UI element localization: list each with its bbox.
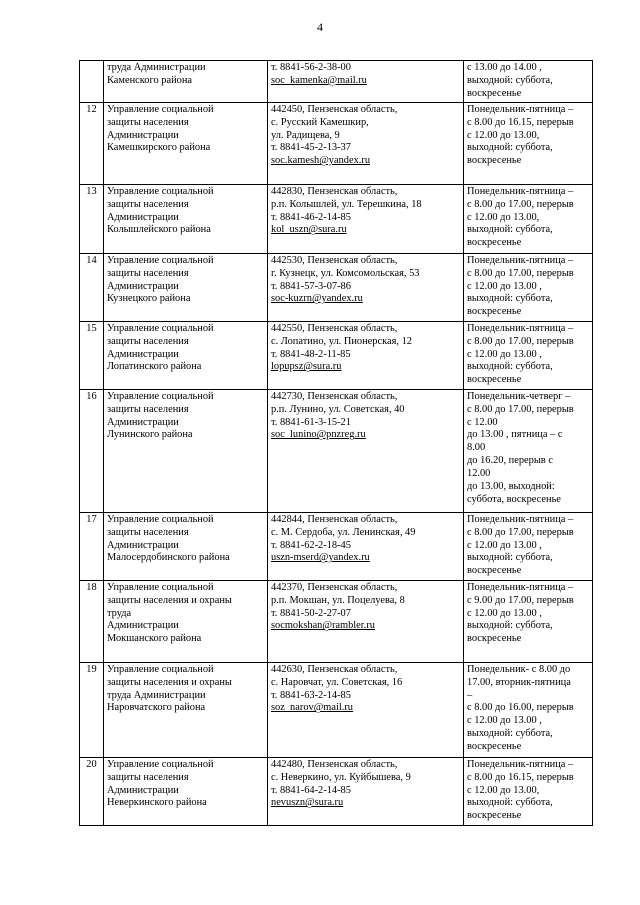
- office-address-line: т. 8841-57-3-07-86: [271, 280, 351, 292]
- office-name-line: Администрации: [107, 211, 179, 223]
- office-name-line: Управление социальной: [107, 103, 214, 115]
- table-row: [80, 102, 593, 184]
- office-hours-line: с 13.00 до 14.00 ,: [467, 62, 542, 73]
- office-name-line: Колышлейского района: [107, 224, 211, 236]
- office-hours-line: выходной: суббота,: [467, 142, 553, 154]
- row-number: 16: [80, 389, 104, 512]
- office-hours-line: с 8.00 до 17.00, перерыв: [467, 403, 574, 415]
- office-name-line: Малосердобинского района: [107, 552, 230, 564]
- office-email-link[interactable]: kol_uszn@sura.ru: [271, 224, 347, 236]
- office-name-line: труда Администрации: [107, 62, 206, 73]
- office-name-line: Наровчатского района: [107, 702, 206, 714]
- office-address-line: р.п. Мокшан, ул. Поцелуева, 8: [271, 594, 405, 606]
- table-body: [80, 61, 593, 826]
- office-name-cell: [104, 61, 268, 103]
- office-hours-line: с 8.00 до 17.00, перерыв: [467, 198, 574, 210]
- office-address-cell: [268, 757, 464, 825]
- office-address-line: т. 8841-46-2-14-85: [271, 211, 351, 223]
- row-number: 13: [80, 184, 104, 253]
- office-hours-line: с 12.00 до 13.00 ,: [467, 539, 542, 551]
- office-name-line: Мокшанского района: [107, 633, 202, 645]
- office-hours-line: с 12.00 до 13.00 ,: [467, 280, 542, 292]
- office-name-line: Камешкирского района: [107, 142, 211, 154]
- office-hours-line: воскресенье: [467, 633, 522, 645]
- office-hours-line: выходной: суббота,: [467, 728, 553, 740]
- office-address-line: 442530, Пензенская область,: [271, 254, 398, 266]
- office-name-line: Администрации: [107, 280, 179, 292]
- office-hours-line: –: [467, 689, 473, 701]
- office-hours-line: до 13.00 , пятница – с: [467, 429, 563, 441]
- office-hours-line: выходной: суббота,: [467, 224, 553, 236]
- office-email-link[interactable]: soc_kamenka@mail.ru: [271, 74, 367, 86]
- office-name-line: Администрации: [107, 129, 179, 141]
- office-name-line: Управление социальной: [107, 254, 214, 266]
- office-address-line: 442830, Пензенская область,: [271, 185, 398, 197]
- table-row: [80, 184, 593, 253]
- office-hours-cell: [464, 321, 593, 389]
- office-hours-line: Понедельник-пятница –: [467, 581, 574, 593]
- office-hours-line: воскресенье: [467, 374, 522, 386]
- office-hours-cell: [464, 253, 593, 321]
- office-hours-cell: [464, 102, 593, 184]
- office-hours-line: воскресенье: [467, 810, 522, 822]
- office-address-line: т. 8841-48-2-11-85: [271, 348, 351, 360]
- office-address-line: т. 8841-45-2-13-37: [271, 142, 351, 154]
- office-name-line: защиты населения: [107, 771, 189, 783]
- office-name-cell: [104, 662, 268, 757]
- office-address-line: т. 8841-56-2-38-00: [271, 62, 351, 73]
- office-hours-line: выходной: суббота,: [467, 361, 553, 373]
- office-name-cell: [104, 512, 268, 580]
- office-hours-line: воскресенье: [467, 565, 522, 577]
- office-hours-line: до 16.20, перерыв с: [467, 455, 553, 467]
- office-address-line: с. М. Сердоба, ул. Ленинская, 49: [271, 526, 416, 538]
- office-address-line: р.п. Лунино, ул. Советская, 40: [271, 403, 405, 415]
- office-address-line: с. Наровчат, ул. Советская, 16: [271, 676, 403, 688]
- office-address-line: 442630, Пензенская область,: [271, 663, 398, 675]
- office-address-line: ул. Радищева, 9: [271, 129, 340, 141]
- office-address-cell: [268, 61, 464, 103]
- social-protection-offices-table: [79, 60, 593, 826]
- row-number: 15: [80, 321, 104, 389]
- office-name-line: Кузнецкого района: [107, 293, 191, 305]
- office-email-link[interactable]: soc_lunino@pnzreg.ru: [271, 429, 366, 441]
- office-hours-line: воскресенье: [467, 306, 522, 318]
- office-name-line: Неверкинского района: [107, 797, 207, 809]
- office-address-line: р.п. Колышлей, ул. Терешкина, 18: [271, 198, 422, 210]
- table-row: [80, 321, 593, 389]
- office-address-line: г. Кузнецк, ул. Комсомольская, 53: [271, 267, 420, 279]
- office-hours-line: с 12.00 до 13.00,: [467, 129, 540, 141]
- office-address-line: т. 8841-62-2-18-45: [271, 539, 351, 551]
- table-row: [80, 389, 593, 512]
- office-address-line: с. Неверкино, ул. Куйбышева, 9: [271, 771, 411, 783]
- office-hours-cell: [464, 389, 593, 512]
- row-number: 14: [80, 253, 104, 321]
- table-row: [80, 580, 593, 662]
- office-hours-line: 8.00: [467, 442, 486, 454]
- office-hours-line: с 8.00 до 16.15, перерыв: [467, 771, 574, 783]
- office-address-cell: [268, 512, 464, 580]
- office-hours-line: Понедельник-пятница –: [467, 758, 574, 770]
- office-address-line: с. Русский Камешкир,: [271, 116, 369, 128]
- office-hours-line: с 8.00 до 17.00, перерыв: [467, 335, 574, 347]
- office-hours-line: с 8.00 до 16.00, перерыв: [467, 702, 574, 714]
- office-name-line: защиты населения: [107, 335, 189, 347]
- table-row: [80, 757, 593, 825]
- office-address-line: 442730, Пензенская область,: [271, 390, 398, 402]
- office-hours-line: с 8.00 до 17.00, перерыв: [467, 526, 574, 538]
- row-number: 19: [80, 662, 104, 757]
- office-name-line: труда Администрации: [107, 689, 206, 701]
- office-hours-line: Понедельник- с 8.00 до: [467, 663, 571, 675]
- table-row: [80, 61, 593, 103]
- office-hours-line: Понедельник-четверг –: [467, 390, 571, 402]
- office-hours-line: воскресенье: [467, 741, 522, 753]
- office-name-line: Управление социальной: [107, 185, 214, 197]
- office-hours-cell: [464, 512, 593, 580]
- office-address-line: т. 8841-61-3-15-21: [271, 416, 351, 428]
- office-name-cell: [104, 102, 268, 184]
- office-hours-cell: [464, 61, 593, 103]
- office-name-line: Администрации: [107, 348, 179, 360]
- office-email-link[interactable]: socmokshan@rambler.ru: [271, 620, 375, 632]
- office-hours-cell: [464, 757, 593, 825]
- office-hours-line: с 8.00 до 16.15, перерыв: [467, 116, 574, 128]
- office-address-line: т. 8841-63-2-14-85: [271, 689, 351, 701]
- office-name-cell: [104, 321, 268, 389]
- office-hours-line: с 8.00 до 17.00, перерыв: [467, 267, 574, 279]
- office-name-line: Лунинского района: [107, 429, 193, 441]
- office-email-link[interactable]: soz_narov@mail.ru: [271, 702, 353, 714]
- office-hours-line: суббота, воскресенье: [467, 493, 561, 505]
- office-name-line: Управление социальной: [107, 322, 214, 334]
- office-address-cell: [268, 253, 464, 321]
- office-name-line: Администрации: [107, 620, 179, 632]
- office-hours-line: Понедельник-пятница –: [467, 513, 574, 525]
- office-email-link[interactable]: soc.kamesh@yandex.ru: [271, 155, 371, 167]
- office-hours-line: 17.00, вторник-пятница: [467, 676, 571, 688]
- office-hours-line: 12.00: [467, 468, 491, 480]
- office-address-line: 442370, Пензенская область,: [271, 581, 398, 593]
- office-hours-cell: [464, 580, 593, 662]
- office-hours-line: с 12.00 до 13.00 ,: [467, 715, 542, 727]
- office-address-line: т. 8841-50-2-27-07: [271, 607, 351, 619]
- office-address-line: 442844, Пензенская область,: [271, 513, 398, 525]
- office-email-link[interactable]: soc-kuzrn@yandex.ru: [271, 293, 363, 305]
- row-number: 20: [80, 757, 104, 825]
- office-hours-line: Понедельник-пятница –: [467, 322, 574, 334]
- office-name-line: защиты населения: [107, 116, 189, 128]
- office-address-cell: [268, 321, 464, 389]
- office-name-line: труда: [107, 607, 132, 619]
- office-address-cell: [268, 184, 464, 253]
- table-row: [80, 253, 593, 321]
- table-row: [80, 662, 593, 757]
- table-row: [80, 512, 593, 580]
- office-address-cell: [268, 102, 464, 184]
- office-address-cell: [268, 662, 464, 757]
- office-name-line: Управление социальной: [107, 513, 214, 525]
- row-number: [80, 61, 104, 103]
- office-name-line: Управление социальной: [107, 663, 214, 675]
- office-address-cell: [268, 580, 464, 662]
- office-hours-line: выходной: суббота,: [467, 74, 553, 86]
- office-hours-line: с 12.00: [467, 416, 498, 428]
- office-name-line: Администрации: [107, 784, 179, 796]
- office-name-cell: [104, 580, 268, 662]
- office-address-cell: [268, 389, 464, 512]
- office-name-line: Управление социальной: [107, 758, 214, 770]
- office-name-cell: [104, 757, 268, 825]
- office-hours-line: воскресенье: [467, 155, 522, 167]
- office-address-line: 442450, Пензенская область,: [271, 103, 398, 115]
- office-hours-line: выходной: суббота,: [467, 797, 553, 809]
- page-number: 4: [317, 20, 323, 34]
- office-address-line: 442550, Пензенская область,: [271, 322, 398, 334]
- office-hours-line: выходной: суббота,: [467, 293, 553, 305]
- office-hours-cell: [464, 662, 593, 757]
- office-email-link[interactable]: uszn-mserd@yandex.ru: [271, 552, 370, 564]
- office-hours-line: с 12.00 до 13.00,: [467, 784, 540, 796]
- office-hours-cell: [464, 184, 593, 253]
- office-hours-line: с 12.00 до 13.00 ,: [467, 607, 542, 619]
- office-hours-line: выходной: суббота,: [467, 620, 553, 632]
- office-hours-line: воскресенье: [467, 87, 522, 99]
- office-name-cell: [104, 253, 268, 321]
- office-address-line: с. Лопатино, ул. Пионерская, 12: [271, 335, 412, 347]
- office-name-line: защиты населения и охраны: [107, 594, 232, 606]
- office-hours-line: до 13.00, выходной:: [467, 481, 555, 493]
- office-hours-line: с 9.00 до 17.00, перерыв: [467, 594, 574, 606]
- office-hours-line: Понедельник-пятница –: [467, 185, 574, 197]
- office-email-link[interactable]: lopupsz@sura.ru: [271, 361, 342, 373]
- office-name-line: Администрации: [107, 416, 179, 428]
- office-hours-line: Понедельник-пятница –: [467, 254, 574, 266]
- office-name-line: защиты населения: [107, 403, 189, 415]
- office-name-line: защиты населения: [107, 526, 189, 538]
- office-hours-line: воскресенье: [467, 237, 522, 249]
- office-name-line: защиты населения: [107, 267, 189, 279]
- office-name-line: Каменского района: [107, 74, 193, 86]
- office-name-cell: [104, 184, 268, 253]
- office-hours-line: с 12.00 до 13.00 ,: [467, 348, 542, 360]
- office-name-line: Администрации: [107, 539, 179, 551]
- office-name-line: Управление социальной: [107, 390, 214, 402]
- office-email-link[interactable]: nevuszn@sura.ru: [271, 797, 344, 809]
- office-hours-line: Понедельник-пятница –: [467, 103, 574, 115]
- row-number: 12: [80, 102, 104, 184]
- office-hours-line: с 12.00 до 13.00,: [467, 211, 540, 223]
- row-number: 18: [80, 580, 104, 662]
- office-name-line: Лопатинского района: [107, 361, 202, 373]
- row-number: 17: [80, 512, 104, 580]
- office-name-line: Управление социальной: [107, 581, 214, 593]
- office-name-cell: [104, 389, 268, 512]
- office-name-line: защиты населения и охраны: [107, 676, 232, 688]
- office-name-line: защиты населения: [107, 198, 189, 210]
- office-hours-line: выходной: суббота,: [467, 552, 553, 564]
- office-address-line: т. 8841-64-2-14-85: [271, 784, 351, 796]
- office-address-line: 442480, Пензенская область,: [271, 758, 398, 770]
